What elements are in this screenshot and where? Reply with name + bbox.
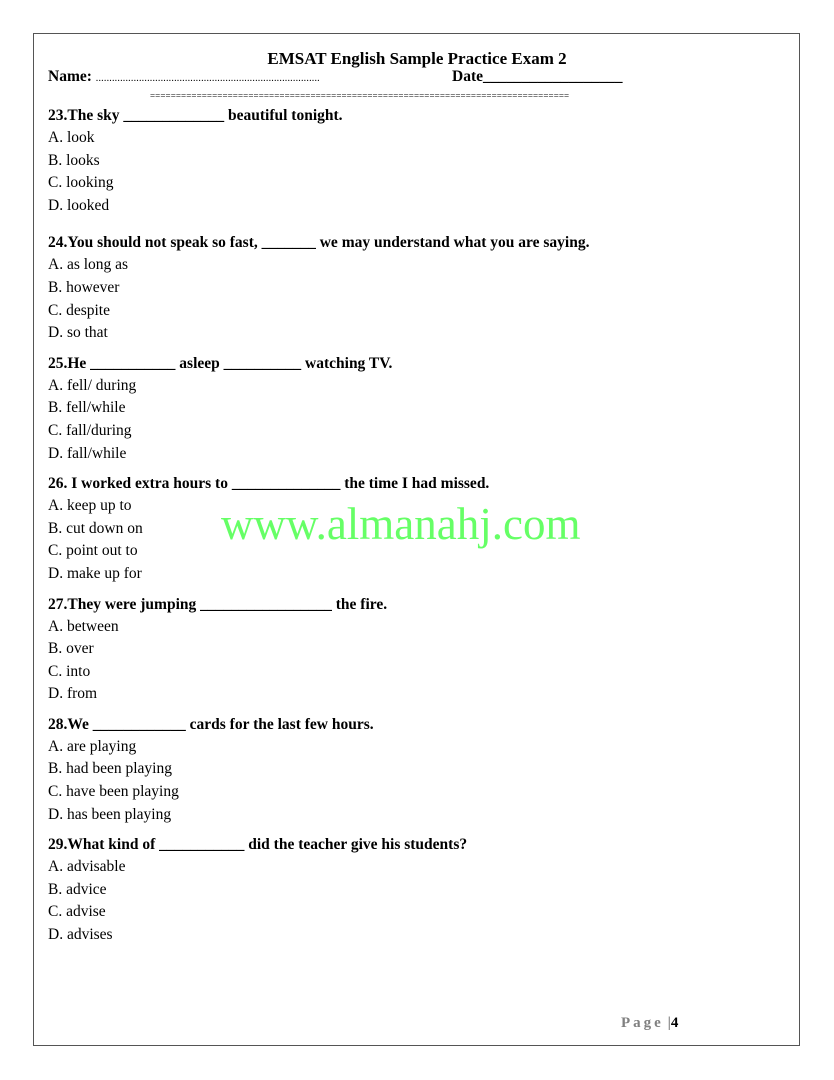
question-text: 26. I worked extra hours to ______________ the time I had missed. xyxy=(48,475,490,493)
option-a: A. look xyxy=(48,129,95,146)
page-title: EMSAT English Sample Practice Exam 2 xyxy=(267,49,567,68)
option-b: B. advice xyxy=(48,880,107,898)
question-text: 23.The sky _____________ beautiful tonight. xyxy=(48,107,343,124)
separator-rule: ================================================================================= xyxy=(150,91,570,101)
page-separator: | xyxy=(667,1015,671,1031)
page-footer xyxy=(621,1015,678,1032)
option-c: C. point out to xyxy=(48,542,138,560)
option-c: C. looking xyxy=(48,174,114,192)
name-label: Name: xyxy=(48,68,92,85)
question-23 xyxy=(48,105,788,217)
option-a: A. keep up to xyxy=(48,497,132,515)
watermark: www.almanahj.com xyxy=(221,499,581,549)
option-b: B. cut down on xyxy=(48,519,143,537)
name-line xyxy=(48,68,320,86)
option-d: D. has been playing xyxy=(48,805,172,823)
date-label: Date__________________ xyxy=(452,68,623,85)
option-d: D. looked xyxy=(48,196,110,214)
option-a: A. are playing xyxy=(48,737,137,755)
option-d: D. from xyxy=(48,685,98,703)
option-d: D. fall/while xyxy=(48,444,127,462)
question-text: 24.You should not speak so fast, _______ we may understand what you are saying. xyxy=(48,234,590,252)
question-24 xyxy=(48,232,788,344)
option-c: C. have been playing xyxy=(48,783,179,801)
question-29 xyxy=(48,834,788,946)
name-blank: ................................................................................... xyxy=(95,73,320,84)
option-a: A. advisable xyxy=(48,858,126,876)
option-d: D. advises xyxy=(48,926,113,944)
option-d: D. make up for xyxy=(48,564,142,582)
question-27 xyxy=(48,594,788,706)
question-text: 25.He ___________ asleep __________ watching TV. xyxy=(48,354,393,372)
question-28 xyxy=(48,714,788,826)
option-d: D. so that xyxy=(48,324,108,342)
option-b: B. looks xyxy=(48,151,100,169)
option-c: C. fall/during xyxy=(48,421,132,439)
option-a: A. fell/ during xyxy=(48,376,137,394)
option-b: B. however xyxy=(48,278,120,296)
option-a: A. as long as xyxy=(48,256,129,274)
option-c: C. advise xyxy=(48,903,106,921)
option-a: A. between xyxy=(48,617,119,635)
option-b: B. fell/while xyxy=(48,399,126,417)
option-c: C. despite xyxy=(48,301,110,319)
question-text: 28.We ____________ cards for the last few hours. xyxy=(48,715,374,733)
option-b: B. had been playing xyxy=(48,760,172,778)
page-number: 4 xyxy=(670,1015,679,1031)
question-text: 29.What kind of ___________ did the teacher give his students? xyxy=(48,836,468,854)
question-25 xyxy=(48,353,788,465)
option-c: C. into xyxy=(48,662,91,680)
option-b: B. over xyxy=(48,640,94,658)
question-text: 27.They were jumping _________________ the fire. xyxy=(48,595,388,613)
page-label: Page xyxy=(621,1015,664,1031)
